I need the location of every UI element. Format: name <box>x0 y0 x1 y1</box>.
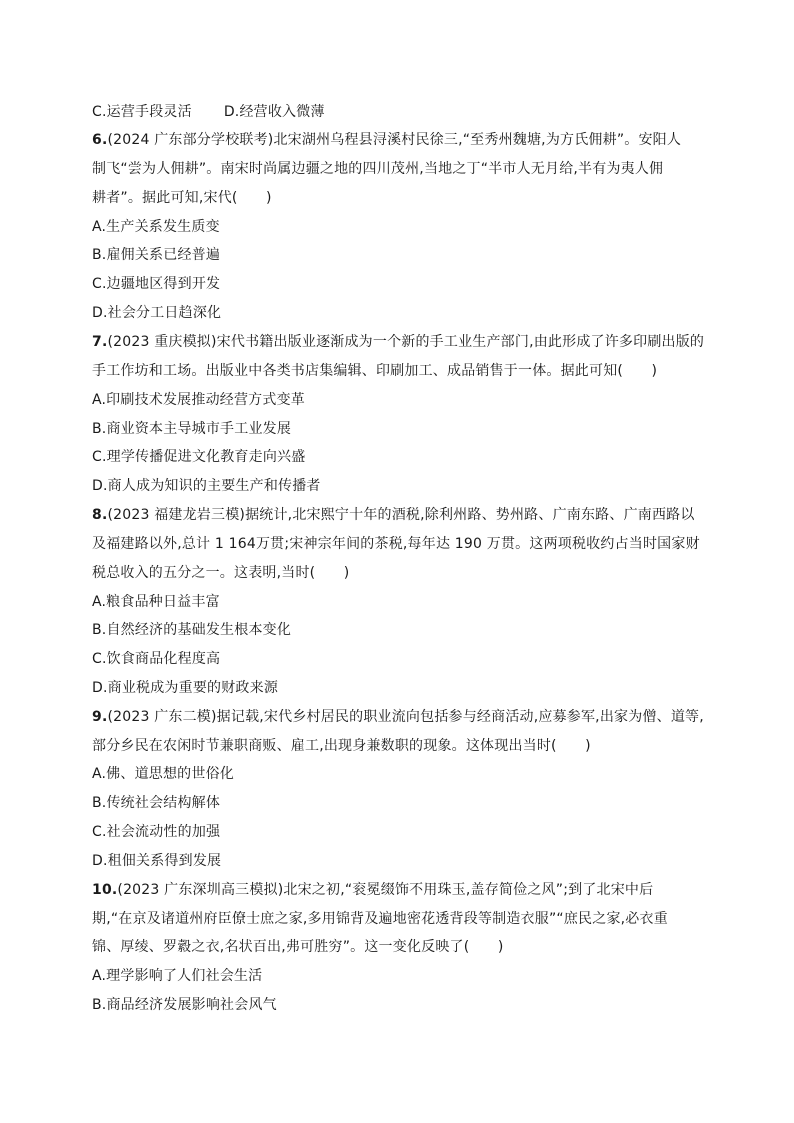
question-9-option-d: D.租佃关系得到发展 <box>92 853 222 869</box>
question-8-option-d: D.商业税成为重要的财政来源 <box>92 680 279 696</box>
question-8-option-c: C.饮食商品化程度高 <box>92 651 221 667</box>
question-10-stem-line-3: 锦、厚绫、罗縠之衣,名状百出,弗可胜穷”。这一变化反映了( ) <box>92 939 504 955</box>
question-number: 6. <box>92 132 108 148</box>
question-7-option-d: D.商人成为知识的主要生产和传播者 <box>92 478 321 494</box>
question-10-stem-line-1: 10.(2023 广东深圳高三模拟)北宋之初,“衮冕缀饰不用珠玉,盖存简俭之风”;到了北宋中后 <box>92 882 654 898</box>
option-d: D.经营收入微薄 <box>223 104 325 120</box>
option-c: C.运营手段灵活 <box>92 104 192 120</box>
question-7-option-c: C.理学传播促进文化教育走向兴盛 <box>92 449 306 465</box>
question-6-option-c: C.边疆地区得到开发 <box>92 276 221 292</box>
question-9-option-c: C.社会流动性的加强 <box>92 824 221 840</box>
question-7-stem-line-1: 7.(2023 重庆模拟)宋代书籍出版业逐渐成为一个新的手工业生产部门,由此形成了许多印刷出版的 <box>92 334 705 350</box>
question-7-stem-line-2: 手工作坊和工场。出版业中各类书店集编辑、印刷加工、成品销售于一体。据此可知( ) <box>92 363 658 379</box>
question-7-option-b: B.商业资本主导城市手工业发展 <box>92 421 292 437</box>
option-row-prev-question <box>92 102 325 122</box>
question-6-stem-line-1: 6.(2024 广东部分学校联考)北宋湖州乌程县浔溪村民徐三,“至秀州魏塘,为方氏佣耕”。安阳人 <box>92 132 682 148</box>
question-8-option-a: A.粮食品种日益丰富 <box>92 594 220 610</box>
question-7-option-a: A.印刷技术发展推动经营方式变革 <box>92 392 305 408</box>
question-10-option-b: B.商品经济发展影响社会风气 <box>92 997 277 1013</box>
question-9-stem-line-2: 部分乡民在农闲时节兼职商贩、雇工,出现身兼数职的现象。这体现出当时( ) <box>92 738 591 754</box>
question-10-option-a: A.理学影响了人们社会生活 <box>92 968 263 984</box>
question-number: 10. <box>92 882 118 898</box>
question-6-option-b: B.雇佣关系已经普遍 <box>92 247 221 263</box>
question-8-stem-line-2: 及福建路以外,总计 1 164万贯;宋神宗年间的茶税,每年达 190 万贯。这两项税收约占当时国家财 <box>92 536 700 552</box>
question-number: 7. <box>92 334 108 350</box>
question-9-option-a: A.佛、道思想的世俗化 <box>92 766 234 782</box>
question-number: 8. <box>92 507 108 523</box>
question-6-option-a: A.生产关系发生质变 <box>92 219 220 235</box>
question-8-option-b: B.自然经济的基础发生根本变化 <box>92 622 292 638</box>
question-number: 9. <box>92 709 108 725</box>
question-9-option-b: B.传统社会结构解体 <box>92 795 221 811</box>
question-10-stem-line-2: 期,“在京及诸道州府臣僚士庶之家,多用锦背及遍地密花透背段等制造衣服”“庶民之家,必衣重 <box>92 911 668 927</box>
question-8-stem-line-1: 8.(2023 福建龙岩三模)据统计,北宋熙宁十年的酒税,除利州路、势州路、广南东路、广南西路以 <box>92 507 695 523</box>
question-8-stem-line-3: 税总收入的五分之一。这表明,当时( ) <box>92 565 350 581</box>
question-9-stem-line-1: 9.(2023 广东二模)据记载,宋代乡村居民的职业流向包括参与经商活动,应募参军,出家为僧、道等, <box>92 709 704 725</box>
question-6-stem-line-2: 制飞“尝为人佣耕”。南宋时尚属边疆之地的四川茂州,当地之丁“半市人无月给,半有为夷人佣 <box>92 161 664 177</box>
question-6-option-d: D.社会分工日趋深化 <box>92 305 222 321</box>
question-6-stem-line-3: 耕者”。据此可知,宋代( ) <box>92 190 272 206</box>
